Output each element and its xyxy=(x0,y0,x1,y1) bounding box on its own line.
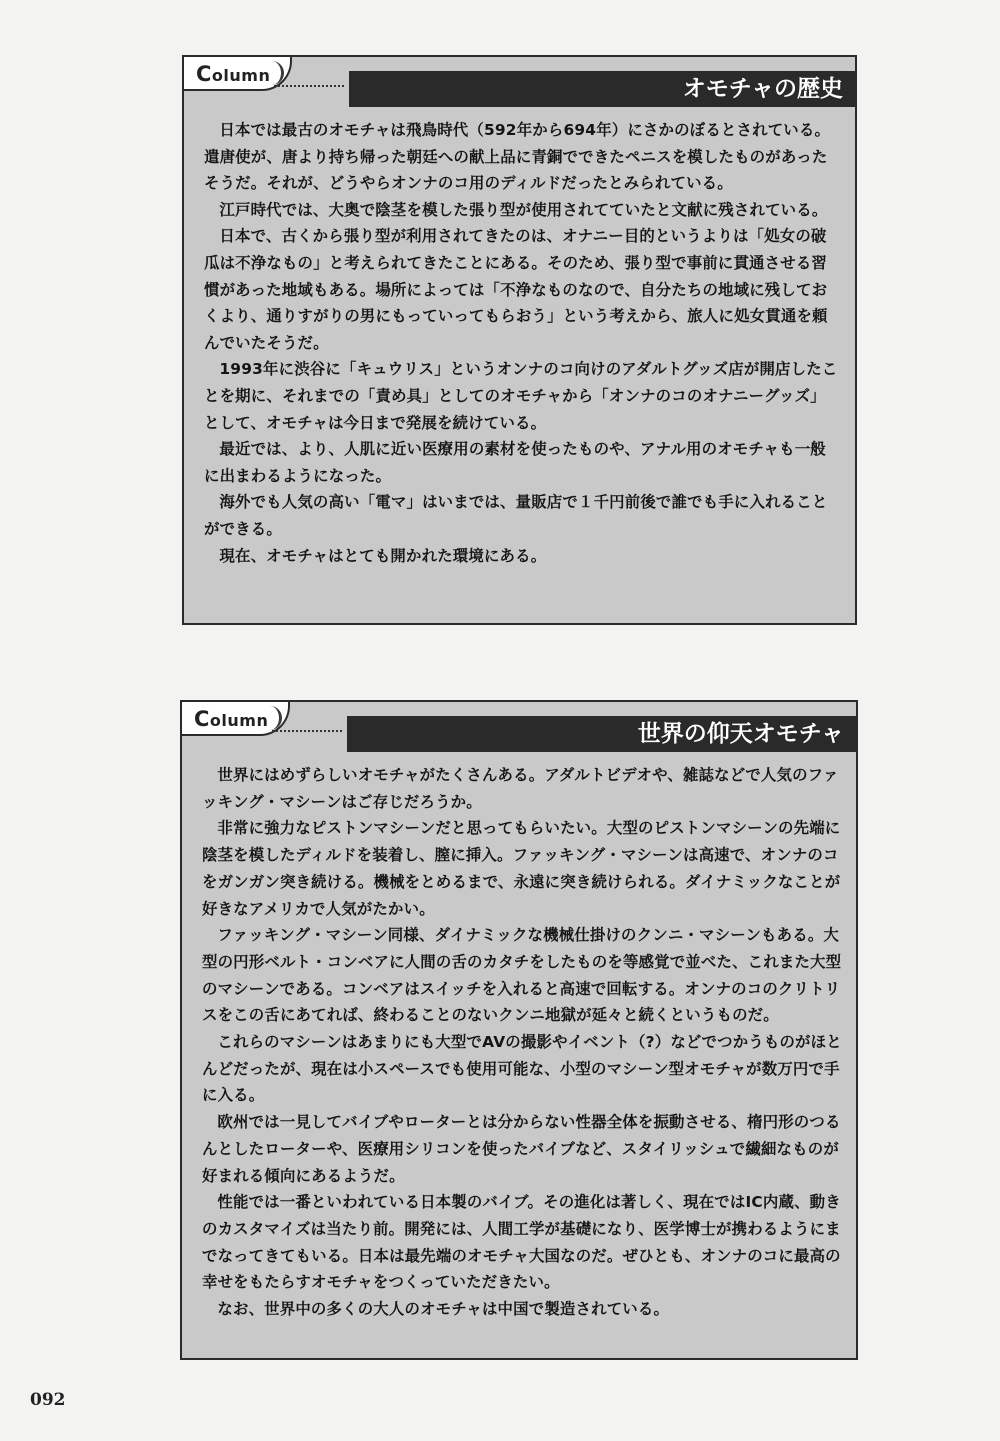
paragraph: 非常に強力なピストンマシーンだと思ってもらいたい。大型のピストンマシーンの先端に陰茎を模したディルドを装着し、膣に挿入。ファッキング・マシーンは高速で、オンナのコをガンガン突き続ける。機械をとめるまで、永遠に突き続けられる。ダイナミックなことが好きなアメリカで人気がたかい。 xyxy=(202,819,841,918)
paragraph: 最近では、より、人肌に近い医療用の素材を使ったものや、アナル用のオモチャも一般に出まわるようになった。 xyxy=(204,440,826,485)
column-body xyxy=(182,754,856,1323)
column-header xyxy=(182,702,856,754)
page-number: 092 xyxy=(30,1390,66,1410)
paragraph: ファッキング・マシーン同様、ダイナミックな機械仕掛けのクンニ・マシーンもある。大型の円形ベルト・コンベアに人間の舌のカタチをしたものを等感覚で並べた、これまた大型のマシーンである。コンベアはスイッチを入れると高速で回転する。オンナのコのクリトリスをこの舌にあてれば、終わることのないクンニ地獄が延々と続くというものだ。 xyxy=(202,926,842,1025)
paragraph: 世界にはめずらしいオモチャがたくさんある。アダルトビデオや、雑誌などで人気のファッキング・マシーンはご存じだろうか。 xyxy=(202,766,839,811)
paragraph: 江戸時代では、大奥で陰茎を模した張り型が使用されてていたと文献に残されている。 xyxy=(219,200,828,219)
swoosh-icon xyxy=(265,706,282,730)
swoosh-icon xyxy=(267,61,284,85)
column-title-bar xyxy=(347,716,856,752)
column-tab-label: Column xyxy=(194,707,269,731)
paragraph: 日本では最古のオモチャは飛鳥時代（592年から694年）にさかのぼるとされている。遣唐使が、唐より持ち帰った朝廷への献上品に青銅でできたペニスを模したものがあったそうだ。それが、どうやらオンナのコ用のディルドだったとみられている。 xyxy=(204,121,831,193)
paragraph: 欧州では一見してバイブやローターとは分からない性器全体を振動させる、楕円形のつるんとしたローターや、医療用シリコンを使ったバイブなど、スタイリッシュで繊細なものが好まれる傾向にあるようだ。 xyxy=(202,1113,841,1185)
column-box-toy-history xyxy=(182,55,857,625)
paragraph: 性能では一番といわれている日本製のバイブ。その進化は著しく、現在ではIC内蔵、動きのカスタマイズは当たり前。開発には、人間工学が基礎になり、医学博士が携わるようにまでなってきてもいる。日本は最先端のオモチャ大国なのだ。ぜひとも、オンナのコに最高の幸せをもたらすオモチャをつくっていただきたい。 xyxy=(202,1193,841,1292)
column-title: 世界の仰天オモチャ xyxy=(637,721,844,747)
paragraph: 現在、オモチャはとても開かれた環境にある。 xyxy=(219,546,547,565)
paragraph: 1993年に渋谷に「キュウリス」というオンナのコ向けのアダルトグッズ店が開店したことを期に、それまでの「責め具」としてのオモチャから「オンナのコのオナニーグッズ」として、オモチャは今日まで発展を続けている。 xyxy=(204,360,838,432)
column-body xyxy=(184,109,855,569)
paragraph: 日本で、古くから張り型が利用されてきたのは、オナニー目的というよりは「処女の破瓜は不浄なもの」と考えられてきたことにある。そのため、張り型で事前に貫通させる習慣があった地域もある。場所によっては「不浄なものなので、自分たちの地域に残しておくより、通りすがりの男にもっていってもらおう」という考えから、旅人に処女貫通を頼んでいたそうだ。 xyxy=(204,227,828,352)
column-tab-label: Column xyxy=(196,62,271,86)
paragraph: なお、世界中の多くの大人のオモチャは中国で製造されている。 xyxy=(217,1300,670,1319)
paragraph: これらのマシーンはあまりにも大型でAVの撮影やイベント（?）などでつかうものがほとんどだったが、現在は小スペースでも使用可能な、小型のマシーン型オモチャが数万円で手に入る。 xyxy=(202,1033,842,1105)
column-title: オモチャの歴史 xyxy=(682,76,843,102)
dotted-divider xyxy=(272,730,342,732)
column-title-bar xyxy=(349,71,855,107)
column-header xyxy=(184,57,855,109)
dotted-divider xyxy=(274,85,344,87)
column-box-amazing-toys xyxy=(180,700,858,1360)
paragraph: 海外でも人気の高い「電マ」はいまでは、量販店で１千円前後で誰でも手に入れることができる。 xyxy=(204,493,828,538)
